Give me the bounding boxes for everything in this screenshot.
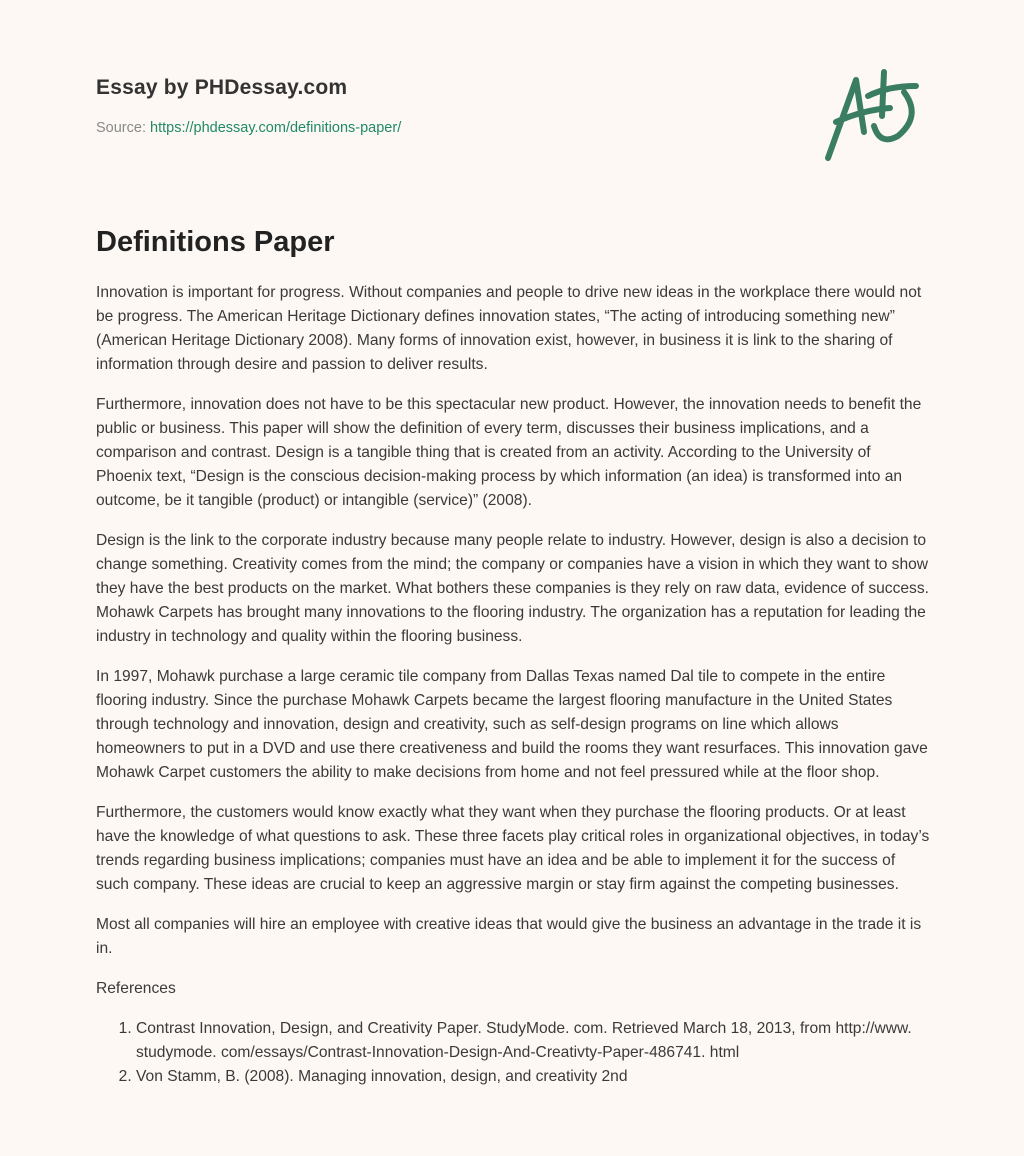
reference-item: 1. Contrast Innovation, Design, and Creativity Paper. StudyMode. com. Retrieved March 18, 2013, from http://www. studymode. com/essays/Contrast-Innovation-Design-And-Creativty-Paper-486741. html: [136, 1017, 930, 1065]
paragraph: Furthermore, the customers would know exactly what they want when they purchase the flooring products. Or at least have the knowledge of what questions to ask. These three facets play critical roles in organizational objectives, in today’s trends regarding business implications; companies must have an idea and be able to implement it for the success of such company. These ideas are crucial to keep an aggressive margin or stay firm against the competing businesses.: [96, 804, 930, 893]
article-title: Definitions Paper: [96, 226, 335, 258]
paragraph: Design is the link to the corporate industry because many people relate to industry. However, design is also a decision to change something. Creativity comes from the mind; the company or companies have a vision in which they want to show they have the best products on the market. What bothers these companies is they rely on raw data, evidence of success. Mohawk Carpets has brought many innovations to the flooring industry. The organization has a reputation for leading the industry in technology and quality within the flooring business.: [96, 532, 929, 645]
paragraph: Most all companies will hire an employee with creative ideas that would give the business an advantage in the trade it is in.: [96, 916, 922, 957]
references-list: [96, 1017, 930, 1089]
page-header: [96, 76, 401, 136]
references-heading: References: [96, 980, 176, 997]
source-line: [96, 120, 401, 136]
source-link[interactable]: https://phdessay.com/definitions-paper/: [150, 120, 402, 136]
paragraph: Innovation is important for progress. Without companies and people to drive new ideas in the workplace there would not be progress. The American Heritage Dictionary defines innovation states, “The acting of introducing something new” (American Heritage Dictionary 2008). Many forms of innovation exist, however, in business it is link to the sharing of information through desire and passion to deliver results.: [96, 284, 922, 373]
paragraph: In 1997, Mohawk purchase a large ceramic tile company from Dallas Texas named Dal tile to compete in the entire flooring industry. Since the purchase Mohawk Carpets became the largest flooring manufacture in the United States through technology and innovation, design and creativity, such as self-design programs on line which allows homeowners to put in a DVD and use there creativeness and build the rooms they want resurfaces. This innovation gave Mohawk Carpet customers the ability to make decisions from home and not feel pressured while at the floor shop.: [96, 668, 928, 781]
reference-item: 2. Von Stamm, B. (2008). Managing innovation, design, and creativity 2nd: [136, 1065, 930, 1089]
paragraph: Furthermore, innovation does not have to be this spectacular new product. However, the innovation needs to benefit the public or business. This paper will show the definition of every term, discusses their business implications, and a comparison and contrast. Design is a tangible thing that is created from an activity. According to the University of Phoenix text, “Design is the conscious decision-making process by which information (an idea) is transformed into an outcome, be it tangible (product) or intangible (service)” (2008).: [96, 396, 922, 509]
site-title: Essay by PHDessay.com: [96, 76, 348, 99]
a-plus-logo-icon: [818, 66, 928, 166]
source-label: Source:: [96, 120, 146, 136]
article: [96, 226, 930, 1089]
